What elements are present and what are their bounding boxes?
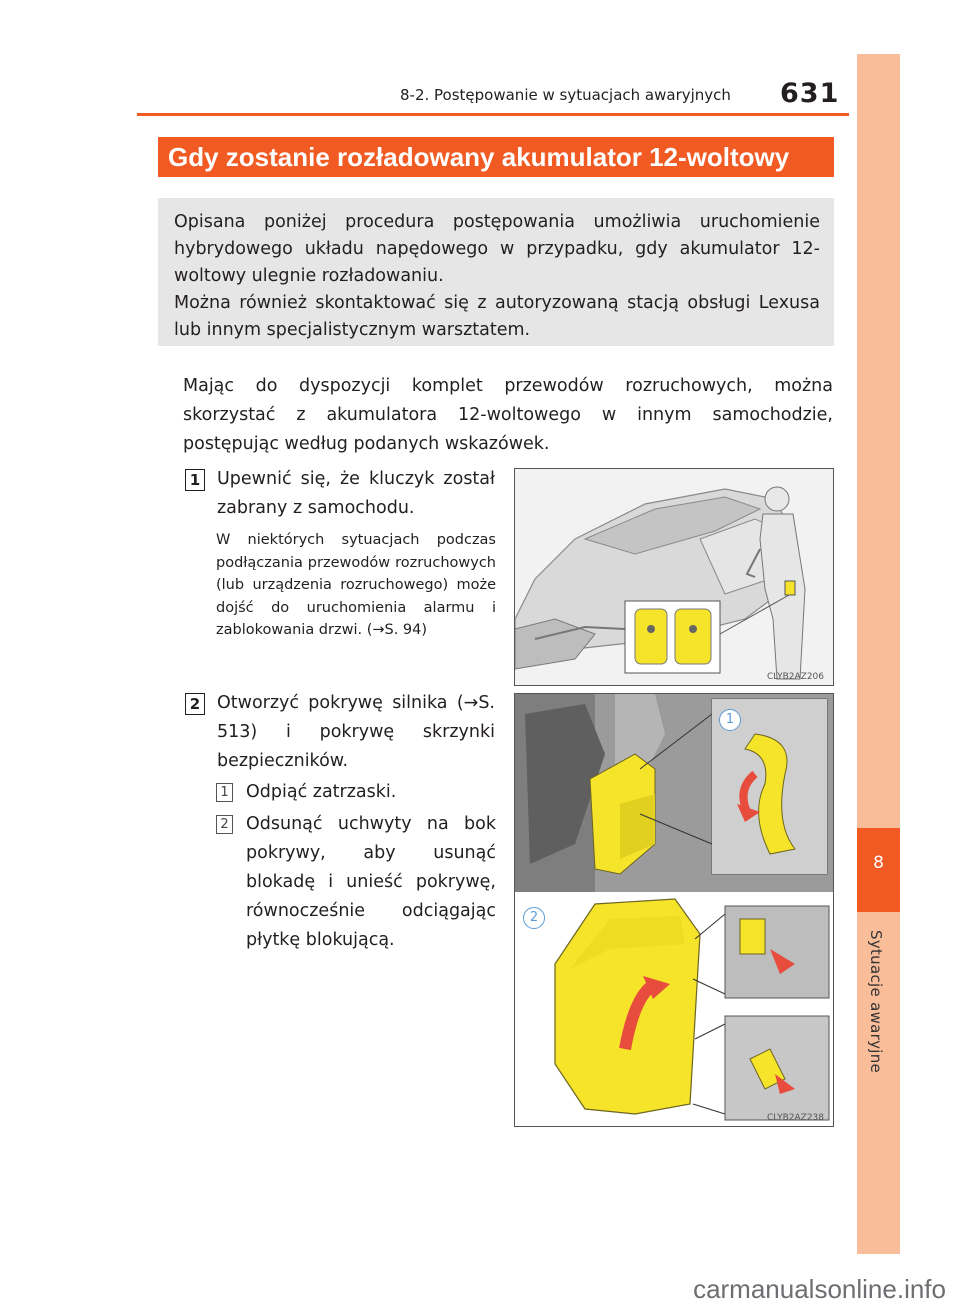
- substep-2-text: [246, 810, 496, 955]
- header-rule: [137, 113, 849, 116]
- fuse-box-illustration: [515, 694, 833, 1126]
- watermark: carmanualsonline.info: [693, 1274, 946, 1304]
- chapter-title: Sytuacje awaryjne: [867, 930, 885, 1074]
- page-title: Gdy zostanie rozładowany akumulator 12-woltowy: [158, 137, 834, 177]
- substep-2-marker: 2: [216, 815, 233, 834]
- step-2-text: [217, 689, 495, 776]
- step-2-marker: 2: [185, 693, 205, 715]
- callout-1: 1: [719, 709, 741, 731]
- body-text: Mając do dyspozycji komplet przewodów rozruchowych, można skorzystać z akumulatora 12-woltowego w innym samochodzie, postępując według podanych wskazówek.: [183, 376, 833, 454]
- step-1-note: [216, 529, 496, 642]
- body-paragraph: [183, 372, 833, 459]
- figure-2-code: CLYB2AZ238: [767, 1113, 825, 1123]
- page-number: 631: [780, 78, 840, 109]
- step-2-label: Otworzyć pokrywę silnika (→S. 513) i pokrywę skrzynki bezpieczników.: [217, 693, 495, 771]
- step-1-marker: 1: [185, 469, 205, 491]
- substep-1-text: [246, 778, 496, 807]
- substep-1-label: Odpiąć zatrzaski.: [246, 782, 397, 802]
- chapter-number: 8: [873, 853, 884, 873]
- figure-1-code: CLYB2AZ206: [767, 672, 825, 682]
- step-1-label: Upewnić się, że kluczyk został zabrany z samochodu.: [217, 469, 495, 518]
- figure-car-key: [514, 468, 834, 686]
- intro-paragraph-2: Można również skontaktować się z autoryzowaną stacją obsługi Lexusa lub innym specjalistycznym warsztatem.: [174, 293, 820, 340]
- callout-2: 2: [523, 907, 545, 929]
- step-1-note-text: W niektórych sytuacjach podczas podłączania przewodów rozruchowych (lub urządzenia rozruchowego) może dojść do uruchomienia alarmu i zablokowania drzwi. (→S. 94): [216, 532, 496, 638]
- intro-paragraph-1: Opisana poniżej procedura postępowania umożliwia uruchomienie hybrydowego układu napędowego w przypadku, gdy akumulator 12-woltowy ulegnie rozładowaniu.: [174, 212, 820, 286]
- intro-box: [158, 198, 834, 346]
- substep-1-marker: 1: [216, 783, 233, 802]
- car-key-illustration: [515, 469, 833, 685]
- step-1-text: [217, 465, 495, 523]
- substep-2-label: Odsunąć uchwyty na bok pokrywy, aby usunąć blokadę i unieść pokrywę, równocześnie odciągając płytkę blokującą.: [246, 814, 496, 950]
- chapter-side-tab: [857, 54, 900, 1254]
- section-heading: 8-2. Postępowanie w sytuacjach awaryjnych: [400, 86, 731, 104]
- figure-fuse-box: [514, 693, 834, 1127]
